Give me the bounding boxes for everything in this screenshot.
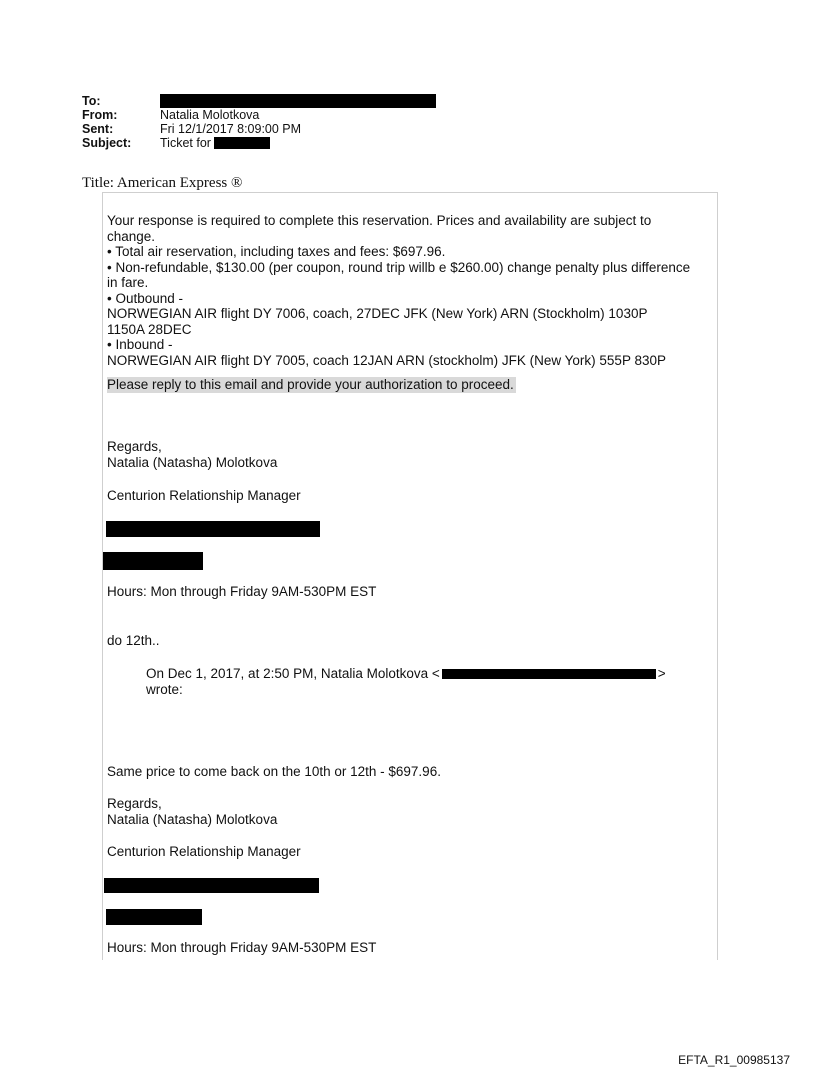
email-redaction (442, 669, 656, 679)
redaction-block (104, 878, 319, 893)
to-label: To: (82, 94, 101, 108)
from-label: From: (82, 108, 118, 122)
inbound-label: • Inbound - (107, 337, 173, 352)
quoted-signature-name: Natalia (Natasha) Molotkova (107, 812, 278, 827)
document-id: EFTA_R1_00985137 (678, 1053, 790, 1067)
hours-text: Hours: Mon through Friday 9AM-530PM EST (107, 584, 377, 599)
quoted-hours: Hours: Mon through Friday 9AM-530PM EST (107, 940, 377, 955)
quoted-intro (146, 666, 666, 697)
sent-value: Fri 12/1/2017 8:09:00 PM (160, 122, 302, 136)
sent-row (82, 122, 436, 136)
bullet-total: • Total air reservation, including taxes and fees: $697.96. (107, 244, 446, 259)
redaction-block (106, 909, 202, 925)
quoted-signature-title: Centurion Relationship Manager (107, 844, 301, 859)
redaction-block (103, 552, 203, 570)
quoted-wrote: wrote: (146, 681, 183, 697)
outbound-flight-cont: 1150A 28DEC (107, 321, 192, 337)
redaction-block (106, 521, 320, 537)
regards-text: Regards, (107, 439, 162, 454)
bullet-penalty-cont: in fare. (107, 275, 149, 290)
quoted-intro-end: > (657, 666, 666, 681)
subject-value: Ticket for (160, 136, 211, 150)
body-line: change. (107, 228, 156, 244)
outbound-label: • Outbound - (107, 290, 184, 306)
to-redaction (160, 94, 436, 108)
quoted-body: Same price to come back on the 10th or 12th - $697.96. (107, 764, 441, 779)
from-value: Natalia Molotkova (160, 108, 260, 122)
signature-name: Natalia (Natasha) Molotkova (107, 455, 278, 470)
bullet-penalty: • Non-refundable, $130.00 (per coupon, round trip willb e $260.00) change penalty plus difference (107, 259, 691, 275)
to-row (82, 94, 436, 108)
message-body (107, 213, 719, 393)
sent-label: Sent: (82, 122, 114, 136)
quoted-regards: Regards, (107, 796, 162, 811)
outbound-flight: NORWEGIAN AIR flight DY 7006, coach, 27DEC JFK (New York) ARN (Stockholm) 1030P (107, 306, 648, 321)
body-line: Your response is required to complete this reservation. Prices and availability are subject to (107, 213, 652, 228)
reply-request: Please reply to this email and provide your authorization to proceed. (107, 377, 514, 392)
inbound-flight: NORWEGIAN AIR flight DY 7005, coach 12JAN ARN (stockholm) JFK (New York) 555P 830P (107, 352, 666, 368)
from-row (82, 108, 436, 122)
subject-redaction (214, 137, 270, 149)
quoted-intro-start: On Dec 1, 2017, at 2:50 PM, Natalia Molotkova < (146, 666, 440, 681)
signature-title: Centurion Relationship Manager (107, 488, 301, 503)
subject-row (82, 136, 436, 150)
reply-text: do 12th.. (107, 633, 160, 648)
email-header (82, 94, 436, 150)
document-title: Title: American Express ® (82, 175, 243, 191)
subject-label: Subject: (82, 136, 132, 150)
